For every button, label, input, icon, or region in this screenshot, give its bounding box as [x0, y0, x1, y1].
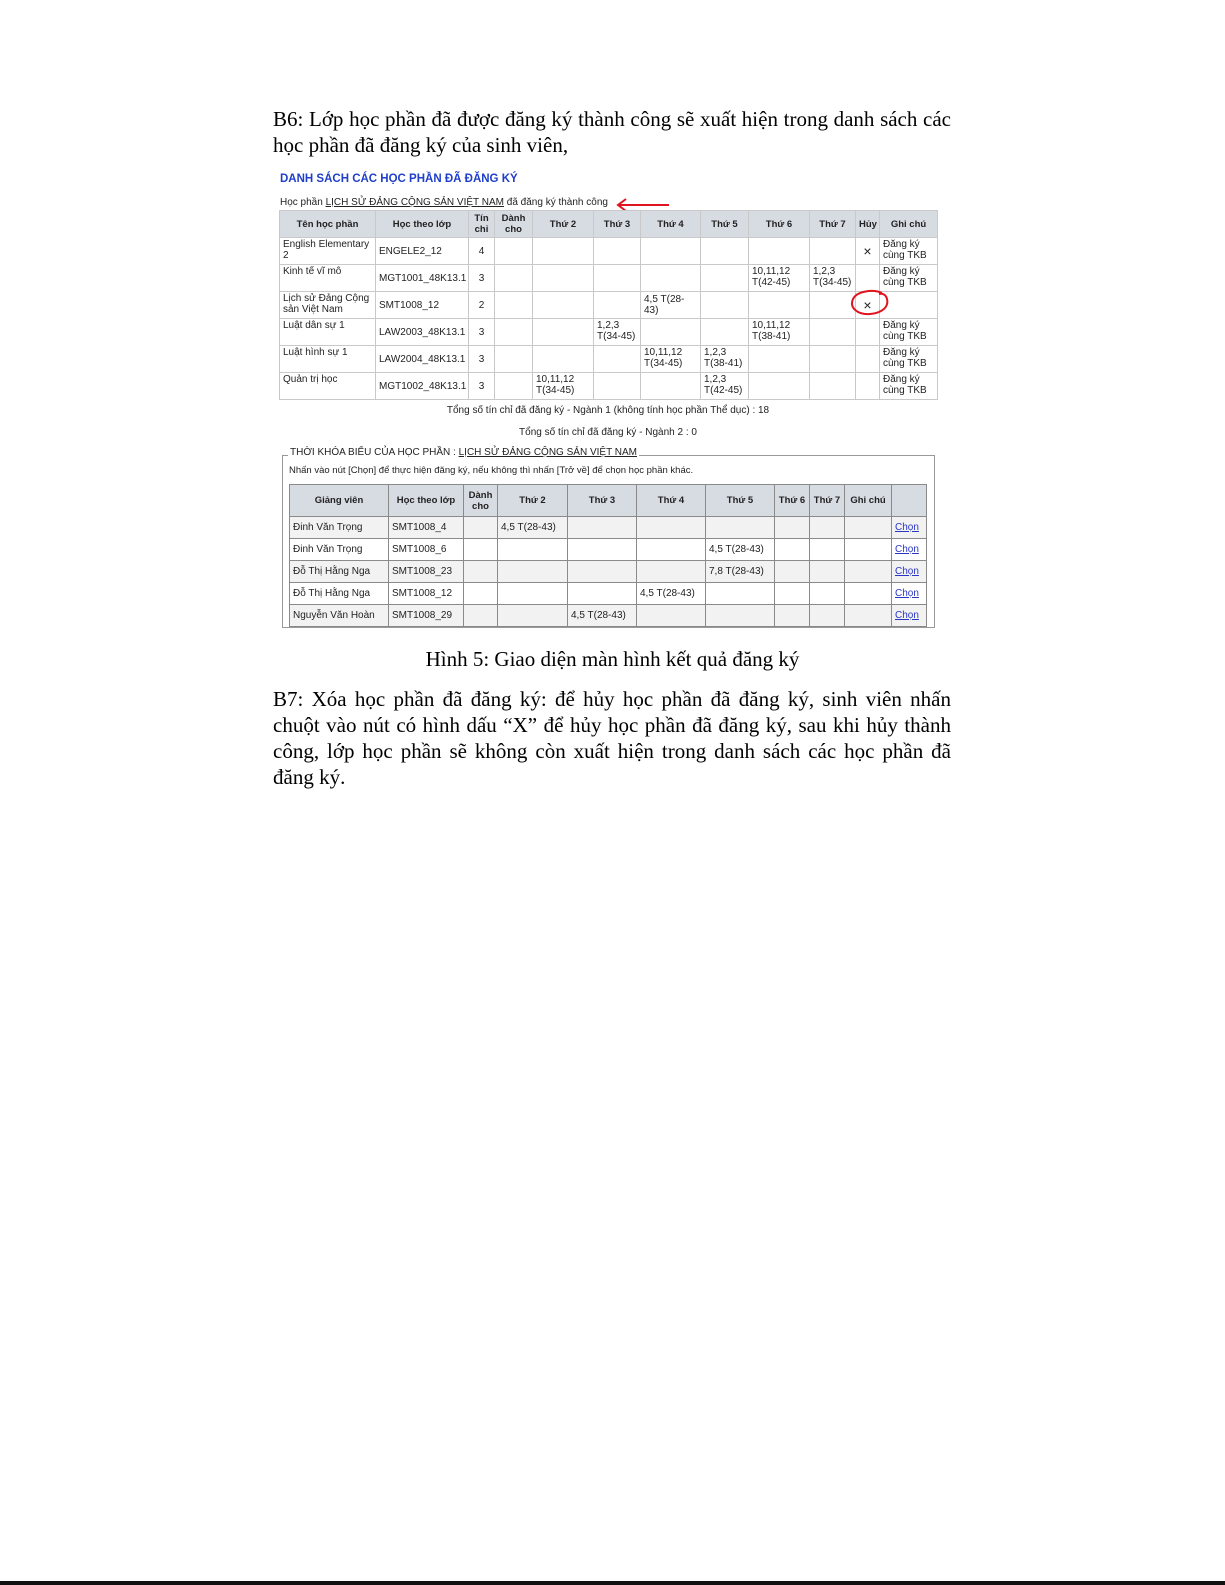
schedule-thu	[701, 238, 749, 265]
column-header: Thứ 5	[706, 485, 775, 517]
schedule-tue	[594, 238, 641, 265]
schedule-mon: 4,5 T(28-43)	[498, 517, 568, 539]
schedule-fri	[775, 517, 810, 539]
schedule-fri	[749, 292, 810, 319]
notice-prefix: Học phần	[280, 197, 326, 208]
text-line: chuột vào nút có hình dấu “X” để hủy học phần đã đăng ký, sau khi hủy thành	[273, 713, 951, 737]
credits: 2	[469, 292, 495, 319]
schedule-mon	[498, 605, 568, 627]
credits: 4	[469, 238, 495, 265]
select-cell	[892, 583, 927, 605]
schedule-fri: 10,11,12 T(42-45)	[749, 265, 810, 292]
cancel-x-button[interactable]: ×	[863, 242, 872, 259]
timetable-legend	[288, 447, 639, 458]
schedule-thu	[706, 605, 775, 627]
select-link[interactable]: Chọn	[895, 566, 919, 577]
schedule-thu	[706, 583, 775, 605]
schedule-tue	[594, 373, 641, 400]
schedule-wed	[637, 539, 706, 561]
schedule-tue: 1,2,3 T(34-45)	[594, 319, 641, 346]
for-cell	[495, 238, 533, 265]
class-code: LAW2004_48K13.1	[376, 346, 469, 373]
for-cell	[464, 539, 498, 561]
total-credits-major-1: Tổng số tín chỉ đã đăng ký - Ngành 1 (không tính học phần Thể dục) : 18	[446, 405, 770, 416]
credits: 3	[469, 319, 495, 346]
schedule-sat	[810, 605, 845, 627]
schedule-wed	[641, 265, 701, 292]
lecturer: Đinh Văn Trọng	[290, 517, 389, 539]
schedule-wed: 4,5 T(28-43)	[637, 583, 706, 605]
note	[845, 583, 892, 605]
select-link[interactable]: Chọn	[895, 610, 919, 621]
for-cell	[464, 583, 498, 605]
lecturer: Đinh Văn Trọng	[290, 539, 389, 561]
figure-caption: Hình 5: Giao diện màn hình kết quả đăng ký	[425, 647, 800, 671]
schedule-tue	[568, 517, 637, 539]
schedule-wed	[637, 561, 706, 583]
column-header: Dành cho	[464, 485, 498, 517]
class-code: SMT1008_6	[389, 539, 464, 561]
schedule-fri	[775, 539, 810, 561]
select-cell	[892, 517, 927, 539]
schedule-wed	[637, 605, 706, 627]
legend-prefix: THỜI KHÓA BIỂU CỦA HỌC PHẦN :	[290, 447, 459, 458]
cancel-cell	[856, 238, 880, 265]
schedule-wed	[641, 373, 701, 400]
schedule-tue	[594, 292, 641, 319]
note	[845, 605, 892, 627]
column-header: Ghi chú	[845, 485, 892, 517]
course-name: Quản trị học	[280, 373, 376, 400]
note: Đăng ký cùng TKB	[880, 319, 938, 346]
table-row	[290, 605, 927, 627]
column-header: Thứ 5	[701, 211, 749, 238]
column-header	[892, 485, 927, 517]
schedule-mon	[533, 292, 594, 319]
notice-suffix: đã đăng ký thành công	[503, 197, 608, 208]
select-link[interactable]: Chọn	[895, 544, 919, 555]
schedule-fri	[775, 561, 810, 583]
column-header: Dành cho	[495, 211, 533, 238]
table-row	[280, 346, 938, 373]
column-header: Học theo lớp	[389, 485, 464, 517]
schedule-tue: 4,5 T(28-43)	[568, 605, 637, 627]
column-header: Thứ 3	[568, 485, 637, 517]
schedule-sat	[810, 346, 856, 373]
success-notice	[280, 197, 608, 208]
class-code: MGT1001_48K13.1	[376, 265, 469, 292]
for-cell	[464, 517, 498, 539]
course-name: English Elementary 2	[280, 238, 376, 265]
schedule-thu	[701, 319, 749, 346]
schedule-sat: 1,2,3 T(34-45)	[810, 265, 856, 292]
class-code: SMT1008_29	[389, 605, 464, 627]
note: Đăng ký cùng TKB	[880, 265, 938, 292]
schedule-mon: 10,11,12 T(34-45)	[533, 373, 594, 400]
schedule-mon	[498, 539, 568, 561]
schedule-mon	[498, 583, 568, 605]
schedule-mon	[533, 319, 594, 346]
schedule-mon	[533, 346, 594, 373]
for-cell	[464, 605, 498, 627]
schedule-wed	[637, 517, 706, 539]
schedule-thu: 7,8 T(28-43)	[706, 561, 775, 583]
for-cell	[495, 265, 533, 292]
table-row	[290, 583, 927, 605]
cancel-cell	[856, 346, 880, 373]
schedule-thu: 1,2,3 T(38-41)	[701, 346, 749, 373]
text-line: B7: Xóa học phần đã đăng ký: để hủy học phần đã đăng ký, sinh viên nhấn	[273, 687, 951, 711]
text-line: đăng ký.	[273, 765, 346, 789]
column-header: Thứ 4	[641, 211, 701, 238]
class-code: MGT1002_48K13.1	[376, 373, 469, 400]
schedule-wed	[641, 238, 701, 265]
text-line: công, lớp học phần sẽ không còn xuất hiện trong danh sách các học phần đã	[273, 739, 951, 763]
lecturer: Đỗ Thị Hằng Nga	[290, 561, 389, 583]
schedule-wed	[641, 319, 701, 346]
table-header-row	[280, 211, 938, 238]
class-code: SMT1008_12	[376, 292, 469, 319]
note	[845, 517, 892, 539]
schedule-wed: 4,5 T(28-43)	[641, 292, 701, 319]
column-header: Tín chỉ	[469, 211, 495, 238]
paragraph-b6	[273, 106, 951, 158]
for-cell	[495, 292, 533, 319]
note: Đăng ký cùng TKB	[880, 346, 938, 373]
schedule-mon	[533, 265, 594, 292]
column-header: Giảng viên	[290, 485, 389, 517]
cancel-cell	[856, 265, 880, 292]
schedule-sat	[810, 373, 856, 400]
note	[845, 539, 892, 561]
column-header: Học theo lớp	[376, 211, 469, 238]
course-name: Luật hình sự 1	[280, 346, 376, 373]
column-header: Thứ 7	[810, 485, 845, 517]
schedule-fri: 10,11,12 T(38-41)	[749, 319, 810, 346]
red-circle-annotation	[849, 289, 891, 317]
table-header-row	[290, 485, 927, 517]
course-name: Lịch sử Đảng Cộng sản Việt Nam	[280, 292, 376, 319]
schedule-tue	[568, 561, 637, 583]
schedule-sat	[810, 583, 845, 605]
lecturer: Nguyễn Văn Hoàn	[290, 605, 389, 627]
schedule-sat	[810, 238, 856, 265]
schedule-thu	[701, 292, 749, 319]
class-code: SMT1008_12	[389, 583, 464, 605]
column-header: Thứ 6	[749, 211, 810, 238]
timetable-hint: Nhấn vào nút [Chọn] để thực hiện đăng ký, nếu không thì nhấn [Trở về] để chọn học phần khác.	[289, 465, 694, 476]
schedule-fri	[775, 583, 810, 605]
schedule-fri	[749, 373, 810, 400]
schedule-thu: 4,5 T(28-43)	[706, 539, 775, 561]
credits: 3	[469, 265, 495, 292]
class-code: SMT1008_4	[389, 517, 464, 539]
schedule-tue	[594, 346, 641, 373]
text-line: học phần đã đăng ký của sinh viên,	[273, 133, 569, 157]
credits: 3	[469, 373, 495, 400]
select-link[interactable]: Chọn	[895, 588, 919, 599]
column-header: Ghi chú	[880, 211, 938, 238]
select-cell	[892, 605, 927, 627]
table-row	[280, 238, 938, 265]
for-cell	[495, 319, 533, 346]
column-header: Thứ 2	[533, 211, 594, 238]
cancel-cell	[856, 373, 880, 400]
select-cell	[892, 539, 927, 561]
table-row	[280, 292, 938, 319]
registered-courses-table	[279, 210, 938, 400]
column-header: Thứ 3	[594, 211, 641, 238]
course-name: Luật dân sự 1	[280, 319, 376, 346]
class-code: LAW2003_48K13.1	[376, 319, 469, 346]
course-name: Kinh tế vĩ mô	[280, 265, 376, 292]
timetable-table	[289, 484, 927, 627]
schedule-sat	[810, 319, 856, 346]
table-row	[290, 561, 927, 583]
for-cell	[464, 561, 498, 583]
table-row	[280, 319, 938, 346]
select-link[interactable]: Chọn	[895, 522, 919, 533]
select-cell	[892, 561, 927, 583]
schedule-tue	[568, 539, 637, 561]
cancel-cell	[856, 319, 880, 346]
table-row	[290, 539, 927, 561]
schedule-fri	[749, 346, 810, 373]
column-header: Thứ 4	[637, 485, 706, 517]
schedule-tue	[594, 265, 641, 292]
schedule-sat	[810, 517, 845, 539]
schedule-sat	[810, 539, 845, 561]
schedule-mon	[533, 238, 594, 265]
schedule-thu	[706, 517, 775, 539]
column-header: Thứ 6	[775, 485, 810, 517]
page-bottom-border	[0, 1581, 1225, 1585]
text-line: B6: Lớp học phần đã được đăng ký thành công sẽ xuất hiện trong danh sách các	[273, 107, 951, 131]
for-cell	[495, 373, 533, 400]
class-code: ENGELE2_12	[376, 238, 469, 265]
schedule-wed: 10,11,12 T(34-45)	[641, 346, 701, 373]
notice-course: LỊCH SỬ ĐẢNG CỘNG SẢN VIỆT NAM	[325, 197, 504, 208]
registered-list-heading: DANH SÁCH CÁC HỌC PHẦN ĐÃ ĐĂNG KÝ	[280, 173, 518, 185]
schedule-fri	[749, 238, 810, 265]
for-cell	[495, 346, 533, 373]
schedule-tue	[568, 583, 637, 605]
table-row	[280, 265, 938, 292]
legend-course: LỊCH SỬ ĐẢNG CỘNG SẢN VIỆT NAM	[458, 447, 637, 458]
class-code: SMT1008_23	[389, 561, 464, 583]
table-row	[290, 517, 927, 539]
column-header: Thứ 7	[810, 211, 856, 238]
column-header: Thứ 2	[498, 485, 568, 517]
cancel-x-button[interactable]: ×	[863, 296, 872, 313]
column-header: Tên học phần	[280, 211, 376, 238]
credits: 3	[469, 346, 495, 373]
note: Đăng ký cùng TKB	[880, 238, 938, 265]
schedule-mon	[498, 561, 568, 583]
schedule-fri	[775, 605, 810, 627]
paragraph-b7	[273, 686, 951, 790]
column-header: Hủy	[856, 211, 880, 238]
lecturer: Đỗ Thị Hằng Nga	[290, 583, 389, 605]
table-row	[280, 373, 938, 400]
total-credits-major-2: Tổng số tín chỉ đã đăng ký - Ngành 2 : 0	[519, 427, 697, 438]
note: Đăng ký cùng TKB	[880, 373, 938, 400]
schedule-thu: 1,2,3 T(42-45)	[701, 373, 749, 400]
schedule-thu	[701, 265, 749, 292]
schedule-sat	[810, 561, 845, 583]
note	[845, 561, 892, 583]
